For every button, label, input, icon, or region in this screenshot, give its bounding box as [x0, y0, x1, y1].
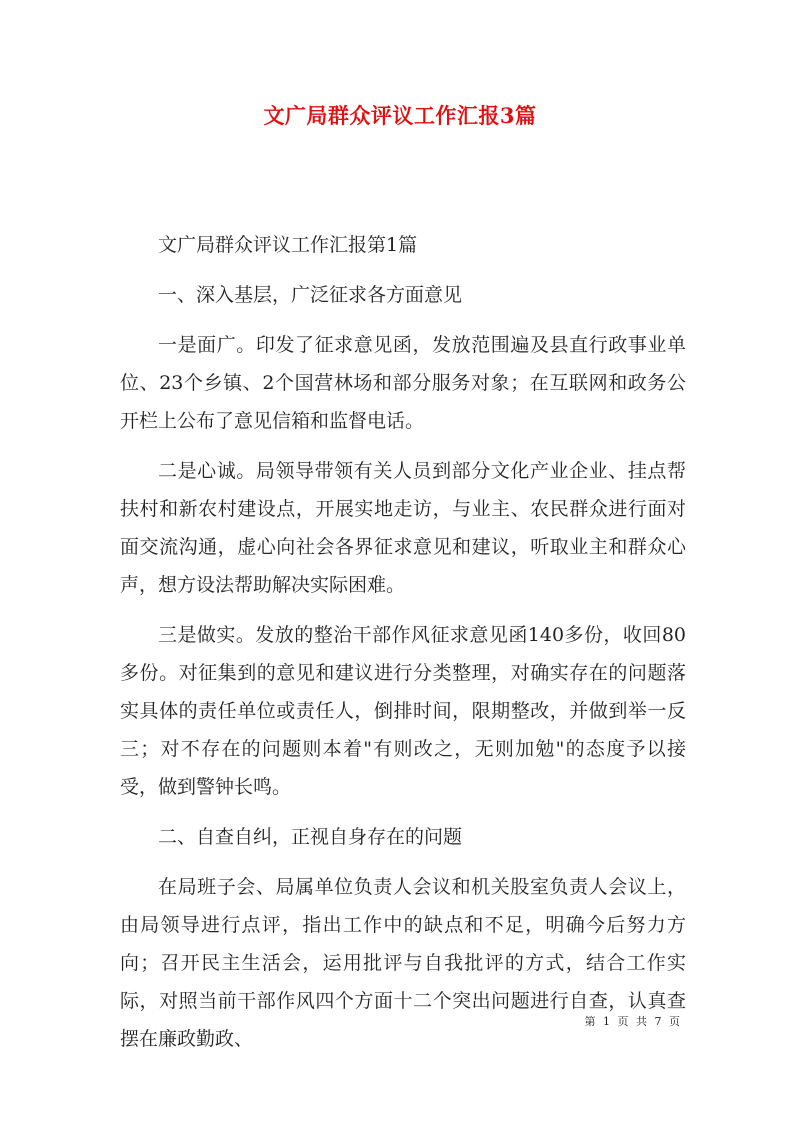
body-paragraph: 一是面广。印发了征求意见函，发放范围遍及县直行政事业单位、23个乡镇、2个国营林场和部分服务对象；在互联网和政务公开栏上公布了意见信箱和监督电话。	[120, 334, 686, 432]
document-body	[120, 226, 686, 1070]
section-heading-1: 一、深入基层，广泛征求各方面意见	[158, 284, 463, 306]
document-title: 文广局群众评议工作汇报3篇	[263, 103, 537, 128]
article-subtitle: 文广局群众评议工作汇报第1篇	[158, 234, 418, 256]
section-heading-2: 二、自查自纠，正视自身存在的问题	[158, 826, 463, 848]
page-number: 第 1 页 共 7 页	[584, 1015, 682, 1028]
body-paragraph: 三是做实。发放的整治干部作风征求意见函140多份，收回80多份。对征集到的意见和建议进行分类整理，对确实存在的问题落实具体的责任单位或责任人，倒排时间，限期整改，并做到举一反三；对不存在的问题则本着"有则改之，无则加勉"的态度予以接受，做到警钟长鸣。	[120, 624, 686, 798]
body-paragraph: 二是心诚。局领导带领有关人员到部分文化产业企业、挂点帮扶村和新农村建设点，开展实地走访，与业主、农民群众进行面对面交流沟通，虚心向社会各界征求意见和建议，听取业主和群众心声，想方设法帮助解决实际困难。	[120, 460, 686, 596]
body-paragraph: 在局班子会、局属单位负责人会议和机关股室负责人会议上，由局领导进行点评，指出工作中的缺点和不足，明确今后努力方向；召开民主生活会，运用批评与自我批评的方式，结合工作实际，对照当前干部作风四个方面十二个突出问题进行自查，认真查摆在廉政勤政、	[120, 876, 686, 1050]
